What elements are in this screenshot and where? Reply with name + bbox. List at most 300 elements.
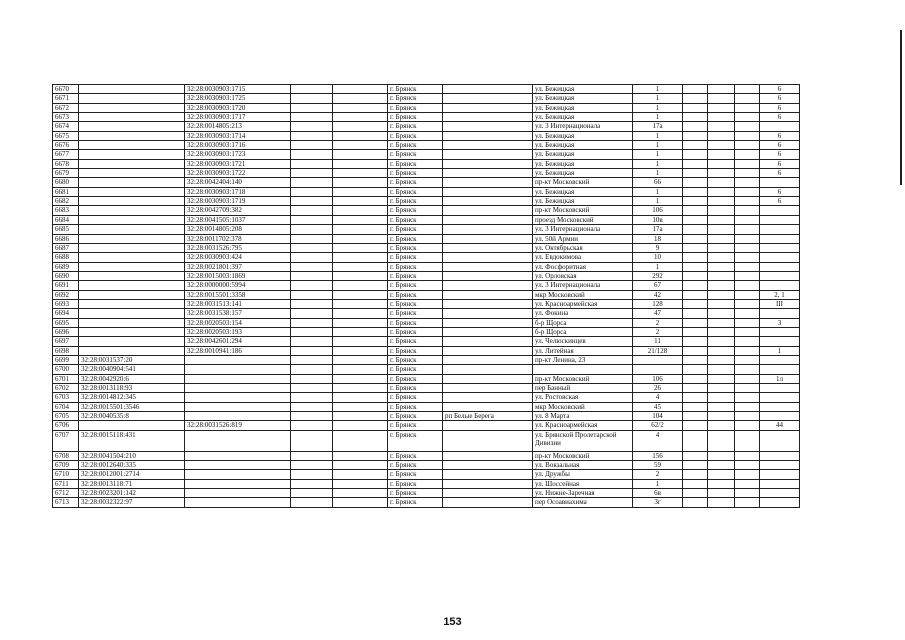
city-cell: г. Брянск	[388, 355, 443, 364]
street-cell: ул. Бежицкая	[533, 159, 633, 168]
row-number: 6699	[53, 355, 79, 364]
empty-cell	[683, 309, 708, 318]
cadastral-number-land	[79, 187, 185, 196]
settlement-cell	[443, 318, 533, 327]
empty-cell	[683, 131, 708, 140]
cadastral-number-building: 32:28:0011702:378	[185, 234, 291, 243]
empty-cell	[708, 309, 735, 318]
table-row	[53, 159, 800, 168]
cadastral-number-land	[79, 94, 185, 103]
empty-cell	[333, 337, 388, 346]
empty-cell	[291, 271, 333, 280]
empty-cell	[735, 470, 760, 479]
apartment-cell: 6	[760, 94, 800, 103]
empty-cell	[735, 461, 760, 470]
settlement-cell	[443, 402, 533, 411]
empty-cell	[291, 253, 333, 262]
street-cell: ул. Нижне-Заречная	[533, 489, 633, 498]
cadastral-number-building	[185, 489, 291, 498]
cadastral-number-land: 32:28:0013118:93	[79, 384, 185, 393]
empty-cell	[683, 346, 708, 355]
empty-cell	[708, 355, 735, 364]
empty-cell	[333, 309, 388, 318]
cadastral-number-building: 32:28:0042601:294	[185, 337, 291, 346]
cadastral-number-land: 32:28:0041504:210	[79, 451, 185, 460]
empty-cell	[708, 346, 735, 355]
empty-cell	[333, 479, 388, 488]
house-cell: 128	[633, 299, 683, 308]
empty-cell	[735, 206, 760, 215]
city-cell: г. Брянск	[388, 318, 443, 327]
house-cell: 62/2	[633, 421, 683, 430]
empty-cell	[333, 470, 388, 479]
house-cell: 1	[633, 197, 683, 206]
cadastral-number-land	[79, 122, 185, 131]
empty-cell	[683, 402, 708, 411]
street-cell: ул. Евдокимова	[533, 253, 633, 262]
table-row	[53, 327, 800, 336]
cadastral-number-building: 32:28:0020503:193	[185, 327, 291, 336]
cadastral-number-building	[185, 451, 291, 460]
empty-cell	[735, 412, 760, 421]
street-cell: ул. Октябрьская	[533, 243, 633, 252]
empty-cell	[708, 470, 735, 479]
empty-cell	[333, 384, 388, 393]
empty-cell	[683, 318, 708, 327]
empty-cell	[735, 178, 760, 187]
cadastral-number-building: 32:28:0015501:3358	[185, 290, 291, 299]
empty-cell	[735, 159, 760, 168]
street-cell: ул. Челюскинцев	[533, 337, 633, 346]
table-row	[53, 234, 800, 243]
row-number: 6695	[53, 318, 79, 327]
empty-cell	[708, 421, 735, 430]
settlement-cell	[443, 337, 533, 346]
city-cell: г. Брянск	[388, 290, 443, 299]
house-cell: 66	[633, 178, 683, 187]
row-number: 6700	[53, 365, 79, 374]
empty-cell	[291, 461, 333, 470]
empty-cell	[683, 355, 708, 364]
cadastral-number-building: 32:28:0021801:397	[185, 262, 291, 271]
house-cell: 45	[633, 402, 683, 411]
row-number: 6686	[53, 234, 79, 243]
street-cell: ул. Бежицкая	[533, 94, 633, 103]
cadastral-number-building	[185, 461, 291, 470]
cadastral-number-land: 32:28:0040904:541	[79, 365, 185, 374]
apartment-cell	[760, 271, 800, 280]
table-row	[53, 374, 800, 383]
house-cell: 106	[633, 206, 683, 215]
empty-cell	[735, 309, 760, 318]
street-cell: ул. 50й Армии	[533, 234, 633, 243]
row-number: 6710	[53, 470, 79, 479]
empty-cell	[683, 215, 708, 224]
settlement-cell	[443, 461, 533, 470]
row-number: 6708	[53, 451, 79, 460]
cadastral-number-building: 32:28:0010941:186	[185, 346, 291, 355]
empty-cell	[683, 412, 708, 421]
settlement-cell	[443, 150, 533, 159]
cadastral-number-land	[79, 309, 185, 318]
city-cell: г. Брянск	[388, 85, 443, 94]
cadastral-number-building: 32:28:0030903:1717	[185, 113, 291, 122]
apartment-cell	[760, 178, 800, 187]
house-cell: 17а	[633, 122, 683, 131]
table-row	[53, 430, 800, 451]
empty-cell	[291, 122, 333, 131]
empty-cell	[333, 355, 388, 364]
empty-cell	[683, 430, 708, 451]
empty-cell	[683, 451, 708, 460]
house-cell: 2	[633, 327, 683, 336]
empty-cell	[708, 225, 735, 234]
cadastral-number-land	[79, 271, 185, 280]
settlement-cell	[443, 206, 533, 215]
table-row	[53, 393, 800, 402]
empty-cell	[333, 374, 388, 383]
city-cell: г. Брянск	[388, 327, 443, 336]
apartment-cell	[760, 206, 800, 215]
city-cell: г. Брянск	[388, 262, 443, 271]
table-row	[53, 489, 800, 498]
apartment-cell	[760, 122, 800, 131]
street-cell: пр-кт Московский	[533, 206, 633, 215]
apartment-cell	[760, 402, 800, 411]
row-number: 6709	[53, 461, 79, 470]
table-row	[53, 384, 800, 393]
street-cell: ул. Фокина	[533, 309, 633, 318]
settlement-cell	[443, 430, 533, 451]
city-cell: г. Брянск	[388, 253, 443, 262]
house-cell: 4	[633, 430, 683, 451]
cadastral-number-building: 32:28:0031538:157	[185, 309, 291, 318]
cadastral-number-building: 32:28:0030903:1725	[185, 94, 291, 103]
empty-cell	[683, 206, 708, 215]
cadastral-number-land: 32:28:0012001:2714	[79, 470, 185, 479]
empty-cell	[291, 489, 333, 498]
empty-cell	[683, 159, 708, 168]
street-cell: пр-кт Московский	[533, 374, 633, 383]
empty-cell	[708, 337, 735, 346]
empty-cell	[333, 461, 388, 470]
settlement-cell	[443, 243, 533, 252]
empty-cell	[291, 498, 333, 507]
empty-cell	[735, 253, 760, 262]
empty-cell	[333, 206, 388, 215]
table-row	[53, 290, 800, 299]
empty-cell	[708, 187, 735, 196]
empty-cell	[708, 215, 735, 224]
city-cell: г. Брянск	[388, 412, 443, 421]
city-cell: г. Брянск	[388, 178, 443, 187]
city-cell: г. Брянск	[388, 489, 443, 498]
house-cell: 3г	[633, 498, 683, 507]
settlement-cell	[443, 262, 533, 271]
settlement-cell	[443, 169, 533, 178]
cadastral-number-land	[79, 299, 185, 308]
city-cell: г. Брянск	[388, 461, 443, 470]
empty-cell	[333, 430, 388, 451]
settlement-cell	[443, 327, 533, 336]
city-cell: г. Брянск	[388, 131, 443, 140]
apartment-cell: 6	[760, 197, 800, 206]
empty-cell	[735, 337, 760, 346]
city-cell: г. Брянск	[388, 197, 443, 206]
cadastral-number-land	[79, 225, 185, 234]
empty-cell	[683, 113, 708, 122]
house-cell: 106	[633, 374, 683, 383]
table-row	[53, 281, 800, 290]
empty-cell	[708, 150, 735, 159]
city-cell: г. Брянск	[388, 187, 443, 196]
table-row	[53, 206, 800, 215]
empty-cell	[291, 178, 333, 187]
apartment-cell: 6	[760, 169, 800, 178]
row-number: 6704	[53, 402, 79, 411]
street-cell: ул. Бежицкая	[533, 113, 633, 122]
empty-cell	[333, 393, 388, 402]
city-cell: г. Брянск	[388, 94, 443, 103]
empty-cell	[291, 290, 333, 299]
cadastral-number-building: 32:28:0030903:1718	[185, 187, 291, 196]
empty-cell	[333, 197, 388, 206]
house-cell: 1	[633, 103, 683, 112]
table-row	[53, 402, 800, 411]
apartment-cell: 6	[760, 159, 800, 168]
row-number: 6679	[53, 169, 79, 178]
city-cell: г. Брянск	[388, 337, 443, 346]
empty-cell	[708, 94, 735, 103]
table-row	[53, 85, 800, 94]
cadastral-number-land	[79, 290, 185, 299]
row-number: 6698	[53, 346, 79, 355]
cadastral-number-land	[79, 169, 185, 178]
row-number: 6685	[53, 225, 79, 234]
empty-cell	[333, 243, 388, 252]
empty-cell	[735, 451, 760, 460]
settlement-cell	[443, 470, 533, 479]
settlement-cell	[443, 489, 533, 498]
empty-cell	[333, 299, 388, 308]
empty-cell	[291, 384, 333, 393]
house-cell	[633, 355, 683, 364]
cadastral-number-land	[79, 253, 185, 262]
city-cell: г. Брянск	[388, 122, 443, 131]
empty-cell	[708, 85, 735, 94]
empty-cell	[683, 461, 708, 470]
cadastral-number-land: 32:28:0015501:3546	[79, 402, 185, 411]
street-cell: пр-кт Московский	[533, 451, 633, 460]
settlement-cell	[443, 253, 533, 262]
house-cell: 42	[633, 290, 683, 299]
cadastral-number-building: 32:28:0042709:382	[185, 206, 291, 215]
scan-edge-line	[900, 30, 902, 185]
empty-cell	[735, 215, 760, 224]
apartment-cell	[760, 225, 800, 234]
street-cell: ул. Бежицкая	[533, 85, 633, 94]
empty-cell	[291, 197, 333, 206]
cadastral-number-building	[185, 412, 291, 421]
empty-cell	[683, 169, 708, 178]
row-number: 6706	[53, 421, 79, 430]
empty-cell	[708, 271, 735, 280]
cadastral-number-building: 32:28:0030903:1715	[185, 85, 291, 94]
table-row	[53, 365, 800, 374]
table-row	[53, 412, 800, 421]
settlement-cell	[443, 451, 533, 460]
table-row	[53, 299, 800, 308]
empty-cell	[735, 489, 760, 498]
empty-cell	[683, 374, 708, 383]
empty-cell	[291, 412, 333, 421]
city-cell: г. Брянск	[388, 281, 443, 290]
settlement-cell	[443, 131, 533, 140]
empty-cell	[291, 402, 333, 411]
city-cell: г. Брянск	[388, 169, 443, 178]
street-cell: ул. Литейная	[533, 346, 633, 355]
empty-cell	[735, 402, 760, 411]
table-row	[53, 346, 800, 355]
apartment-cell	[760, 327, 800, 336]
empty-cell	[735, 113, 760, 122]
empty-cell	[291, 113, 333, 122]
house-cell: 9	[633, 243, 683, 252]
city-cell: г. Брянск	[388, 384, 443, 393]
row-number: 6683	[53, 206, 79, 215]
empty-cell	[291, 309, 333, 318]
apartment-cell: 6	[760, 150, 800, 159]
street-cell: ул. 3 Интернационала	[533, 122, 633, 131]
table-row	[53, 355, 800, 364]
empty-cell	[291, 346, 333, 355]
city-cell: г. Брянск	[388, 430, 443, 451]
street-cell: пр-кт Московский	[533, 178, 633, 187]
table-row	[53, 169, 800, 178]
empty-cell	[708, 412, 735, 421]
apartment-cell: 1л	[760, 374, 800, 383]
empty-cell	[735, 384, 760, 393]
row-number: 6678	[53, 159, 79, 168]
empty-cell	[333, 215, 388, 224]
table-row	[53, 103, 800, 112]
cadastral-number-building: 32:28:0030903:1723	[185, 150, 291, 159]
house-cell: 104	[633, 412, 683, 421]
table-row	[53, 337, 800, 346]
empty-cell	[735, 299, 760, 308]
empty-cell	[735, 374, 760, 383]
settlement-cell	[443, 281, 533, 290]
empty-cell	[708, 290, 735, 299]
city-cell: г. Брянск	[388, 451, 443, 460]
table-row	[53, 262, 800, 271]
cadastral-number-building	[185, 402, 291, 411]
empty-cell	[683, 299, 708, 308]
empty-cell	[683, 122, 708, 131]
empty-cell	[708, 498, 735, 507]
cadastral-number-land: 32:28:0012640:335	[79, 461, 185, 470]
empty-cell	[291, 393, 333, 402]
cadastral-number-land	[79, 197, 185, 206]
empty-cell	[708, 384, 735, 393]
house-cell: 4	[633, 393, 683, 402]
empty-cell	[708, 253, 735, 262]
city-cell: г. Брянск	[388, 421, 443, 430]
table-row	[53, 141, 800, 150]
apartment-cell	[760, 451, 800, 460]
cadastral-number-building: 32:28:0030903:1720	[185, 103, 291, 112]
registry-rows	[53, 85, 800, 508]
empty-cell	[735, 85, 760, 94]
apartment-cell: 6	[760, 85, 800, 94]
cadastral-number-land: 32:28:0013118:71	[79, 479, 185, 488]
table-row	[53, 421, 800, 430]
empty-cell	[708, 451, 735, 460]
table-row	[53, 94, 800, 103]
city-cell: г. Брянск	[388, 402, 443, 411]
empty-cell	[333, 103, 388, 112]
empty-cell	[683, 197, 708, 206]
table-row	[53, 498, 800, 507]
row-number: 6694	[53, 309, 79, 318]
empty-cell	[708, 393, 735, 402]
apartment-cell	[760, 262, 800, 271]
cadastral-number-building: 32:28:0030903:1719	[185, 197, 291, 206]
cadastral-number-land	[79, 234, 185, 243]
street-cell: проезд Московский	[533, 215, 633, 224]
empty-cell	[683, 421, 708, 430]
street-cell: ул. 3 Интернационала	[533, 281, 633, 290]
row-number: 6701	[53, 374, 79, 383]
cadastral-number-building: 32:28:0020503:154	[185, 318, 291, 327]
street-cell: ул. Дружбы	[533, 470, 633, 479]
table-row	[53, 243, 800, 252]
empty-cell	[708, 243, 735, 252]
empty-cell	[735, 346, 760, 355]
empty-cell	[333, 290, 388, 299]
apartment-cell: 2, 1	[760, 290, 800, 299]
empty-cell	[333, 318, 388, 327]
street-cell: пр-кт Ленина, 23	[533, 355, 633, 364]
street-cell: ул. Фосфоритная	[533, 262, 633, 271]
settlement-cell	[443, 178, 533, 187]
cadastral-number-land: 32:28:0042920:6	[79, 374, 185, 383]
cadastral-number-building	[185, 498, 291, 507]
street-cell: ул. 3 Интернационала	[533, 225, 633, 234]
street-cell: ул. Вокзальная	[533, 461, 633, 470]
empty-cell	[333, 281, 388, 290]
empty-cell	[683, 253, 708, 262]
empty-cell	[735, 262, 760, 271]
row-number: 6713	[53, 498, 79, 507]
table-row	[53, 150, 800, 159]
table-row	[53, 461, 800, 470]
empty-cell	[735, 225, 760, 234]
row-number: 6707	[53, 430, 79, 451]
empty-cell	[708, 262, 735, 271]
empty-cell	[291, 421, 333, 430]
house-cell: 10в	[633, 215, 683, 224]
city-cell: г. Брянск	[388, 374, 443, 383]
city-cell: г. Брянск	[388, 141, 443, 150]
city-cell: г. Брянск	[388, 299, 443, 308]
table-row	[53, 225, 800, 234]
settlement-cell	[443, 197, 533, 206]
empty-cell	[735, 187, 760, 196]
row-number: 6689	[53, 262, 79, 271]
empty-cell	[683, 234, 708, 243]
street-cell: ул. Бежицкая	[533, 187, 633, 196]
